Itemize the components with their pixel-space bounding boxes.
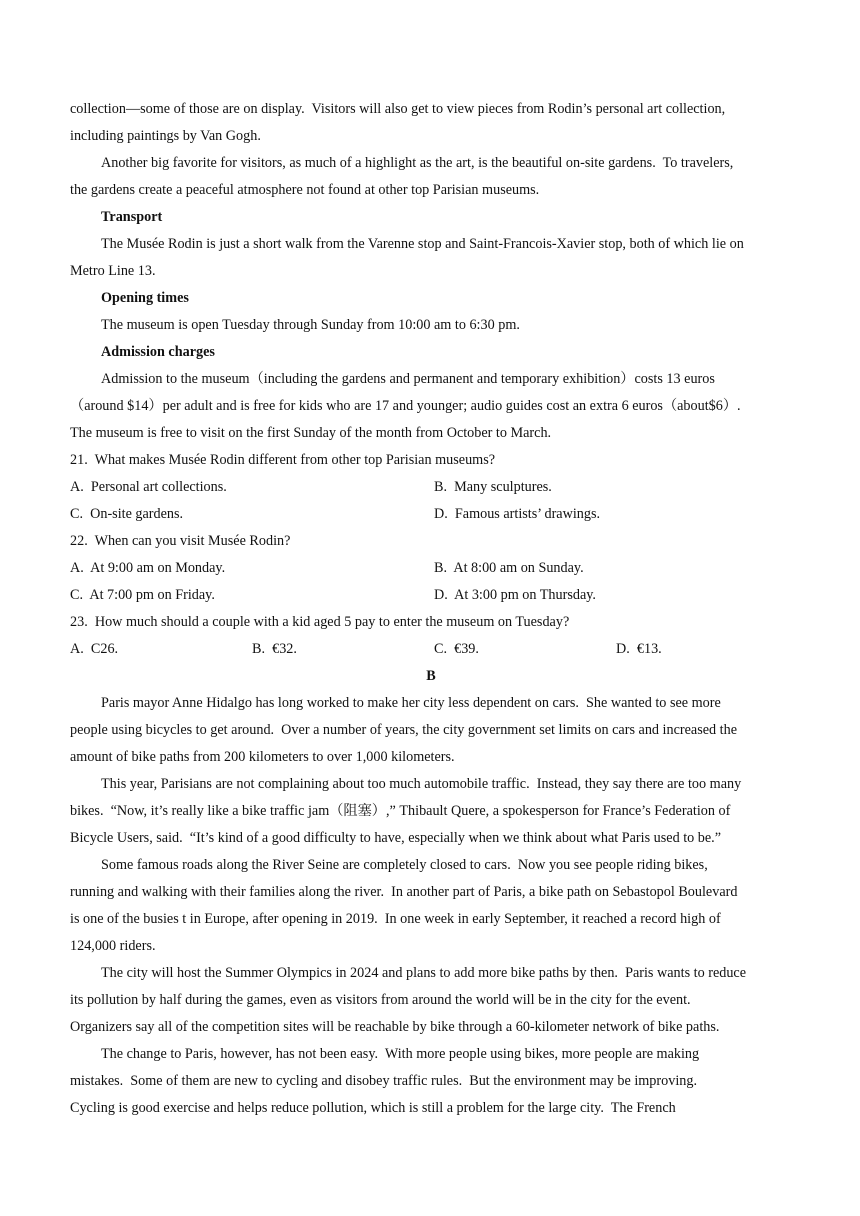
question-stem: 21. What makes Musée Rodin different from other top Parisian museums? [70,452,496,468]
option-c: C. On-site gardens. [70,506,184,522]
text-line: Cycling is good exercise and helps reduce pollution, which is still a problem for the large city. The French [70,1100,676,1116]
option-b: B. Many sculptures. [434,479,552,495]
text-line: bikes. “Now, it’s really like a bike traffic jam（阻塞）,” Thibault Quere, a spokesperson for France’s Federation of [70,803,731,819]
text-line: Paris mayor Anne Hidalgo has long worked to make her city less dependent on cars. She wanted to see more [101,695,721,711]
text-line: （around $14）per adult and is free for kids who are 17 and younger; audio guides cost an extra 6 euros（about$6）. [70,398,741,414]
text-line: Metro Line 13. [70,263,156,279]
paragraph-admission [70,366,792,447]
option-a: A. C26. [70,641,119,657]
text-line: The museum is free to visit on the first Sunday of the month from October to March. [70,425,552,441]
text-line: The change to Paris, however, has not been easy. With more people using bikes, more people are making [101,1046,700,1062]
paragraph-change [70,1041,792,1122]
text-line: Organizers say all of the competition sites will be reachable by bike through a 60-kilometer network of bike paths. [70,1019,720,1035]
text-line: Another big favorite for visitors, as much of a highlight as the art, is the beautiful on-site gardens. To travelers, [101,155,734,171]
paragraph-river-seine [70,852,792,960]
text-line: including paintings by Van Gogh. [70,128,261,144]
option-row [70,636,792,663]
paragraph-hidalgo [70,690,792,771]
option-b: B. €32. [252,641,297,657]
section-title-b: B [426,668,436,684]
option-row [70,501,792,528]
text-line: amount of bike paths from 200 kilometers to over 1,000 kilometers. [70,749,455,765]
text-line: is one of the busies t in Europe, after opening in 2019. In one week in early September, it reached a record high of [70,911,721,927]
question-21 [70,447,792,528]
question-22 [70,528,792,609]
document-page [70,96,792,1122]
option-row [70,555,792,582]
paragraph-opening-times: The museum is open Tuesday through Sunday from 10:00 am to 6:30 pm. [101,317,520,333]
text-line: This year, Parisians are not complaining about too much automobile traffic. Instead, they say there are too many [101,776,742,792]
option-c: C. At 7:00 pm on Friday. [70,587,215,603]
option-row [70,474,792,501]
option-row [70,582,792,609]
option-b: B. At 8:00 am on Sunday. [434,560,584,576]
question-stem: 23. How much should a couple with a kid aged 5 pay to enter the museum on Tuesday? [70,614,570,630]
text-line: the gardens create a peaceful atmosphere not found at other top Parisian museums. [70,182,540,198]
heading-admission-charges: Admission charges [101,344,215,360]
text-line: Some famous roads along the River Seine are completely closed to cars. Now you see people riding bikes, [101,857,708,873]
option-a: A. At 9:00 am on Monday. [70,560,226,576]
text-line: 124,000 riders. [70,938,156,954]
text-line: The city will host the Summer Olympics in 2024 and plans to add more bike paths by then. Paris wants to reduce [101,965,747,981]
text-line: The Musée Rodin is just a short walk from the Varenne stop and Saint-Francois-Xavier stop, both of which lie on [101,236,744,252]
option-d: D. €13. [616,641,662,657]
option-c: C. €39. [434,641,479,657]
heading-opening-times: Opening times [101,290,189,306]
option-d: D. Famous artists’ drawings. [434,506,601,522]
option-a: A. Personal art collections. [70,479,227,495]
question-23 [70,609,792,663]
text-line: its pollution by half during the games, even as visitors from around the world will be in the city for the event. [70,992,691,1008]
paragraph-bike-traffic [70,771,792,852]
option-d: D. At 3:00 pm on Thursday. [434,587,596,603]
text-line: people using bicycles to get around. Over a number of years, the city government set limits on cars and increased the [70,722,737,738]
paragraph-gardens [70,150,792,204]
paragraph-transport [70,231,792,285]
text-line: running and walking with their families along the river. In another part of Paris, a bike path on Sebastopol Boulevard [70,884,738,900]
question-stem: 22. When can you visit Musée Rodin? [70,533,291,549]
heading-transport: Transport [101,209,163,225]
text-line: Admission to the museum（including the gardens and permanent and temporary exhibition）costs 13 euros [101,371,715,387]
text-line: Bicycle Users, said. “It’s kind of a good difficulty to have, especially when we think about what Paris used to be.” [70,830,722,846]
text-line: collection—some of those are on display. Visitors will also get to view pieces from Rodin’s personal art collection, [70,101,726,117]
paragraph-rodin-collection [70,96,792,150]
text-line: mistakes. Some of them are new to cycling and disobey traffic rules. But the environment may be improving. [70,1073,697,1089]
paragraph-olympics [70,960,792,1041]
